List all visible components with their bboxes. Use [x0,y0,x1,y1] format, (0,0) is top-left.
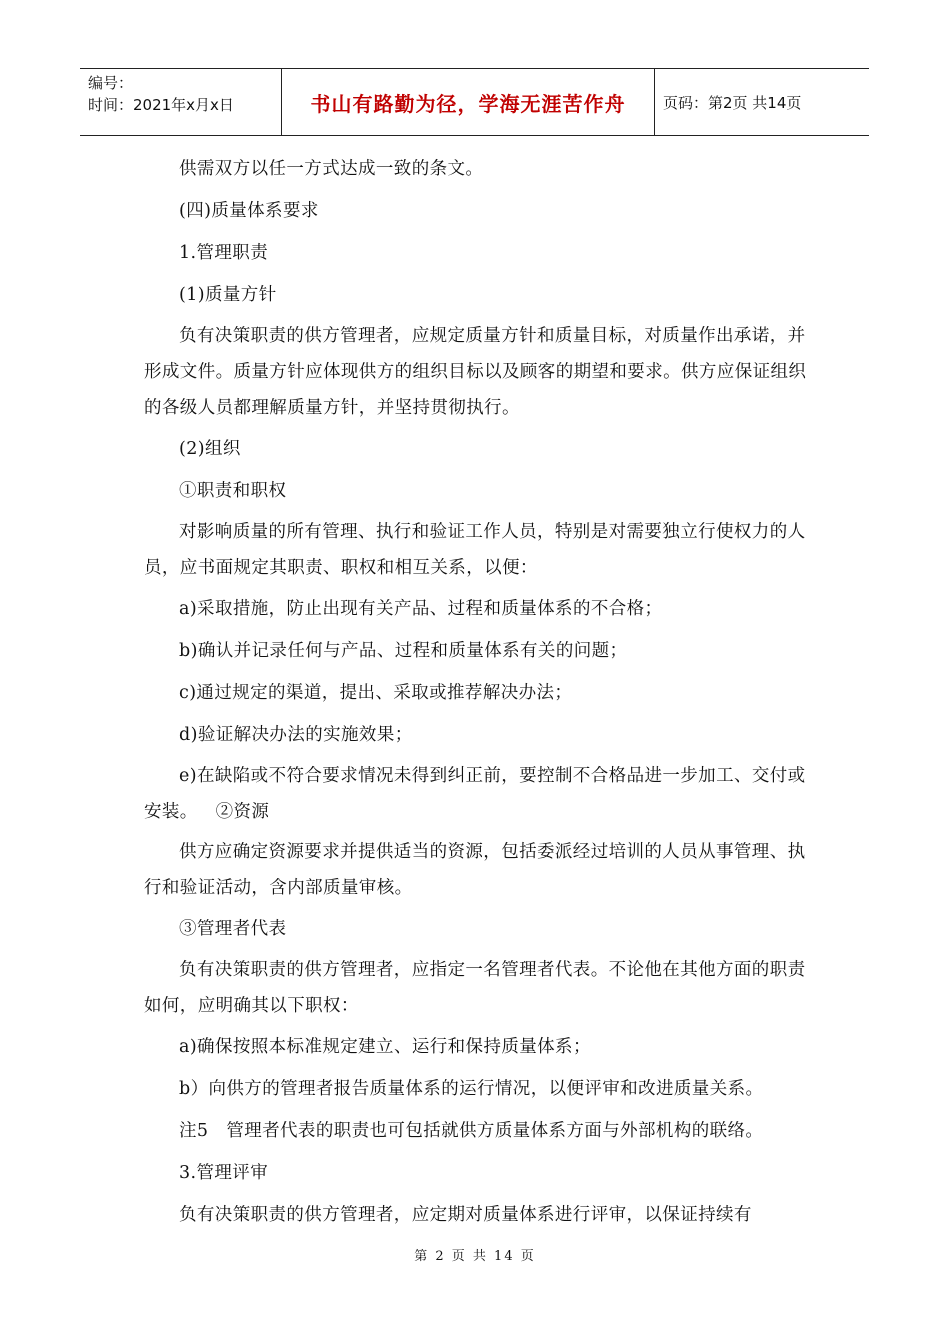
section-heading: (四)质量体系要求 [179,201,319,221]
header-motto: 书山有路勤为径，学海无涯苦作舟 [282,69,655,135]
subsection-heading: (2)组织 [179,439,241,459]
document-body [144,150,809,1234]
header-page-info: 页码：第2页 共14页 [663,93,802,112]
paragraph: 负有决策职责的供方管理者，应定期对质量体系进行评审，以保证持续有 [179,1205,752,1225]
list-item: a)采取措施，防止出现有关产品、过程和质量体系的不合格； [179,599,663,619]
paragraph: 供方应确定资源要求并提供适当的资源，包括委派经过培训的人员从事管理、执行和验证活动，含内部质量审核。 [144,842,806,898]
subsection-heading: ③管理者代表 [179,919,287,939]
note: 注5 管理者代表的职责也可包括就供方质量体系方面与外部机构的联络。 [179,1121,764,1141]
page-header [80,68,869,136]
list-item: c)通过规定的渠道，提出、采取或推荐解决办法； [179,683,573,703]
list-item: d)验证解决办法的实施效果； [179,725,413,745]
list-item: b)确认并记录任何与产品、过程和质量体系有关的问题； [179,641,628,661]
paragraph: 对影响质量的所有管理、执行和验证工作人员，特别是对需要独立行使权力的人员，应书面规定其职责、职权和相互关系，以便： [144,522,806,578]
subsection-heading: (1)质量方针 [179,285,277,305]
list-item: b）向供方的管理者报告质量体系的运行情况，以便评审和改进质量关系。 [179,1079,764,1099]
document-date: 时间：2021年x月x日 [88,96,234,114]
section-heading: 3.管理评审 [179,1163,269,1183]
list-item: e)在缺陷或不符合要求情况未得到纠正前，要控制不合格品进一步加工、交付或安装。 ②资源 [144,766,806,822]
list-item: a)确保按照本标准规定建立、运行和保持质量体系； [179,1037,591,1057]
paragraph: 供需双方以任一方式达成一致的条文。 [179,159,484,179]
paragraph: 负有决策职责的供方管理者，应指定一名管理者代表。不论他在其他方面的职责如何，应明确其以下职权： [144,960,806,1016]
document-number-label: 编号： [88,74,134,92]
paragraph: 负有决策职责的供方管理者，应规定质量方针和质量目标，对质量作出承诺，并形成文件。质量方针应体现供方的组织目标以及顾客的期望和要求。供方应保证组织的各级人员都理解质量方针，并坚持贯彻执行。 [144,326,807,418]
subsection-heading: ①职责和职权 [179,481,287,501]
section-heading: 1.管理职责 [179,243,269,263]
header-meta [80,69,282,135]
page-footer: 第 2 页 共 14 页 [414,1249,536,1264]
